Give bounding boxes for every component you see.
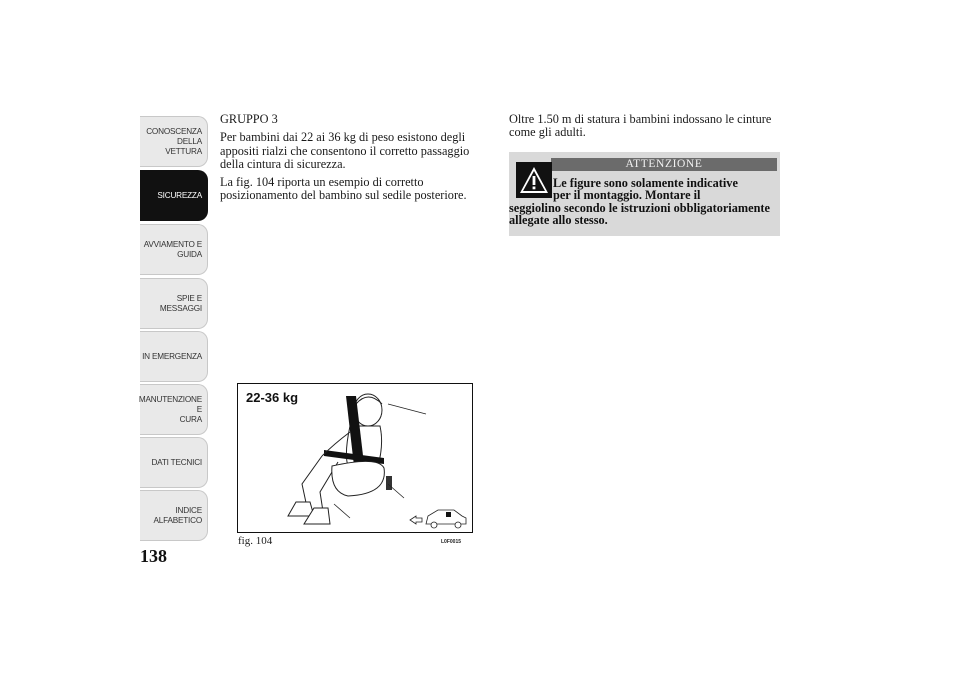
figure-child-booster: [237, 383, 473, 533]
tab-conoscenza-della-vettura[interactable]: CONOSCENZA DELLA VETTURA: [140, 116, 208, 167]
tab-avviamento-e-guida[interactable]: AVVIAMENTO E GUIDA: [140, 224, 208, 275]
warning-box: [509, 152, 780, 236]
paragraph-adult-belts: Oltre 1.50 m di statura i bambini indossano le cinture come gli adulti.: [509, 112, 772, 140]
figure-code: L0F0015: [441, 539, 462, 545]
tab-sicurezza[interactable]: SICUREZZA: [140, 170, 208, 221]
figure-caption: fig. 104: [238, 535, 273, 547]
figure-weight-label: 22-36 kg: [246, 390, 299, 405]
tab-spie-e-messaggi[interactable]: SPIE E MESSAGGI: [140, 278, 208, 329]
tab-dati-tecnici[interactable]: DATI TECNICI: [140, 437, 208, 488]
warning-title: ATTENZIONE: [551, 158, 777, 171]
section-heading: GRUPPO 3: [220, 112, 278, 126]
tab-in-emergenza[interactable]: IN EMERGENZA: [140, 331, 208, 382]
tab-manutenzione-e-cura[interactable]: MANUTENZIONE E CURA: [140, 384, 208, 435]
paragraph-figure-reference: La fig. 104 riporta un esempio di corretto posizionamento del bambino sul sedile posteriore.: [220, 175, 467, 203]
right-column: [509, 113, 781, 140]
left-column: [220, 113, 495, 208]
paragraph-booster-description: Per bambini dai 22 ai 36 kg di peso esistono degli appositi rialzi che consentono il corretto passaggio della cintura di sicurezza.: [220, 130, 470, 171]
tab-indice-alfabetico[interactable]: INDICE ALFABETICO: [140, 490, 208, 541]
page-number: 138: [140, 546, 167, 566]
child-on-booster-illustration: [238, 384, 473, 533]
warning-text: Le figure sono solamente indicative per il montaggio. Montare il seggiolino secondo le istruzioni obbligatoriamente allegate allo stesso.: [509, 176, 770, 228]
